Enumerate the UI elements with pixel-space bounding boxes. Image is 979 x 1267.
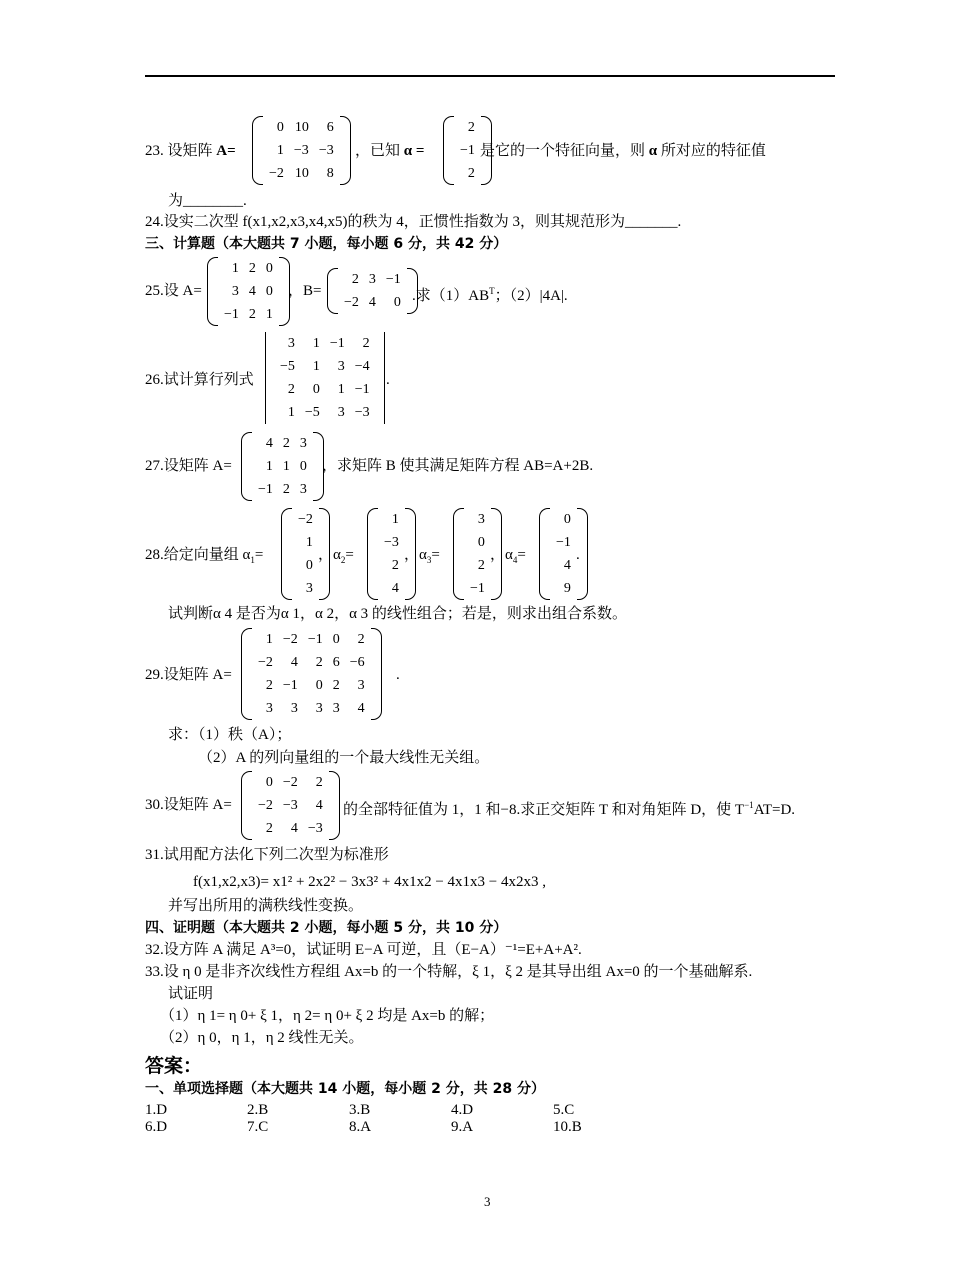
q33-line4: （2）η 0，η 1，η 2 线性无关。 (160, 1030, 364, 1046)
matrix-cell: 4 (265, 436, 273, 451)
matrix-cell: 2 (357, 632, 365, 647)
matrix-row (339, 268, 406, 291)
answer-item: 5.C (553, 1102, 575, 1118)
matrix-cell: 0 (265, 775, 273, 790)
matrix-cell: 3 (299, 482, 307, 497)
q30-pre: 30.设矩阵 A= (145, 797, 232, 813)
q29-line2: （2）A 的列向量组的一个最大线性无关组。 (198, 750, 490, 766)
matrix-row (253, 628, 370, 651)
q32-text: 32.设方阵 A 满足 A³=0，试证明 E−A 可逆，且（E−A）⁻¹=E+A+A². (145, 942, 582, 958)
q28-pre: 28.给定向量组 $\alpha_1=$ (145, 547, 264, 565)
q28-a3: ，$\alpha_3=$ (404, 547, 440, 565)
matrix-cell: 4 (563, 558, 571, 573)
matrix-cell: 4 (357, 701, 365, 716)
matrix-cell: 0 (315, 678, 323, 693)
q29-post: . (396, 667, 400, 683)
q26-determinant (263, 332, 387, 424)
matrix-cell: −2 (344, 295, 359, 310)
matrix-row (293, 554, 318, 577)
matrix-row (293, 531, 318, 554)
q26-pre: 26.试计算行列式 (145, 372, 254, 388)
matrix-cell: 0 (265, 284, 273, 299)
matrix-cell: 3 (357, 678, 365, 693)
matrix-row (379, 554, 404, 577)
matrix-row (264, 116, 339, 139)
matrix-cell: −1 (258, 482, 273, 497)
matrix-row (253, 697, 370, 720)
matrix-cell: −3 (293, 143, 309, 158)
header-rule (145, 75, 835, 77)
q25-mid: ，B= (288, 283, 322, 299)
q28-end: . (576, 547, 580, 563)
matrix-row (551, 508, 576, 531)
answer-table (145, 1102, 655, 1136)
matrix-cell: 3 (337, 359, 345, 374)
matrix-cell: 3 (265, 701, 273, 716)
q23-matrix-a (252, 116, 351, 185)
matrix-cell: −2 (269, 166, 284, 181)
q33-line1: 33.设 η 0 是非齐次线性方程组 Ax=b 的一个特解，ξ 1，ξ 2 是其导出组 Ax=0 的一个基础解系. (145, 964, 753, 980)
answer-title: 答案： (145, 1055, 203, 1077)
q25-matrix-a (207, 257, 290, 326)
answer-row (145, 1102, 655, 1119)
q27-pre: 27.设矩阵 A= (145, 458, 232, 474)
matrix-row (253, 651, 370, 674)
matrix-row (293, 508, 318, 531)
matrix-cell: 1 (305, 535, 313, 550)
matrix-cell: −1 (354, 382, 370, 397)
matrix-row (551, 531, 576, 554)
matrix-cell: −2 (282, 775, 298, 790)
matrix-cell: −2 (282, 632, 298, 647)
matrix-cell: 4 (248, 284, 256, 299)
matrix-cell: −2 (258, 798, 273, 813)
q25-matrix-b (327, 268, 418, 314)
matrix-cell: 0 (393, 295, 401, 310)
matrix-cell: 3 (315, 701, 323, 716)
matrix-row (264, 162, 339, 185)
matrix-cell: 3 (477, 512, 485, 527)
matrix-cell: 2 (477, 558, 485, 573)
matrix-cell: 1 (312, 359, 320, 374)
section-3-heading: 三、计算题（本大题共 7 小题，每小题 6 分，共 42 分） (145, 236, 508, 252)
matrix-cell: 2 (351, 272, 359, 287)
matrix-cell: 3 (368, 272, 376, 287)
matrix-cell: −1 (556, 535, 571, 550)
matrix-row (465, 577, 490, 600)
matrix-cell: 2 (287, 382, 295, 397)
matrix-cell: 2 (467, 120, 475, 135)
q28-a4: ，$\alpha_4=$ (490, 547, 526, 565)
q25-pre: 25.设 A= (145, 283, 202, 299)
q29-line1: 求：（1）秩（A）； (168, 727, 292, 743)
matrix-cell: −1 (329, 336, 345, 351)
q25-post: .求$(1)AB^T$；（2）|4A|. (412, 286, 568, 304)
matrix-cell: 10 (294, 120, 309, 135)
matrix-cell: 2 (391, 558, 399, 573)
q30-matrix-a (241, 771, 340, 840)
matrix-row (253, 674, 370, 697)
matrix-cell: 2 (315, 775, 323, 790)
matrix-cell: 2 (248, 261, 256, 276)
matrix-row (551, 554, 576, 577)
q23-post: 是它的一个特征向量，则 α 所对应的特征值 (480, 143, 766, 159)
matrix-cell: 4 (315, 798, 323, 813)
matrix-cell: 2 (248, 307, 256, 322)
matrix-cell: −3 (354, 405, 370, 420)
answer-item: 3.B (349, 1102, 371, 1118)
matrix-row (465, 554, 490, 577)
matrix-row (253, 817, 328, 840)
matrix-cell: 1 (282, 459, 290, 474)
matrix-cell: 9 (563, 581, 571, 596)
matrix-cell: 0 (477, 535, 485, 550)
page-number: 3 (484, 1194, 491, 1209)
matrix-cell: 3 (231, 284, 239, 299)
matrix-row (275, 355, 375, 378)
matrix-cell: 4 (391, 581, 399, 596)
q28-line2: 试判断α 4 是否为α 1，α 2，α 3 的线性组合；若是，则求出组合系数。 (168, 606, 627, 622)
matrix-cell: −4 (354, 359, 370, 374)
q33-line3: （1）η 1= η 0+ ξ 1，η 2= η 0+ ξ 2 均是 Ax=b 的解； (160, 1008, 495, 1024)
q28-a2: ，$\alpha_2=$ (318, 547, 354, 565)
q24-text: 24.设实二次型 f(x1,x2,x3,x4,x5)的秩为 4，正惯性指数为 3，则其规范形为_______. (145, 214, 682, 230)
matrix-cell: 0 (305, 558, 313, 573)
matrix-cell: −3 (307, 821, 323, 836)
q31-line1: 31.试用配方法化下列二次型为标准形 (145, 847, 389, 863)
matrix-cell: 2 (265, 821, 273, 836)
answer-item: 9.A (451, 1119, 474, 1135)
matrix-row (253, 794, 328, 817)
matrix-cell: −1 (385, 272, 401, 287)
answer-item: 7.C (247, 1119, 269, 1135)
q31-formula: f(x1,x2,x3)= x1² + 2x2² − 3x3² + 4x1x2 − 4x1x3 − 4x2x3 , (193, 874, 546, 890)
q23-text: 23. 设矩阵 A= (145, 143, 236, 159)
matrix-row (455, 162, 480, 185)
q30-post: 的全部特征值为 1，1 和−8.求正交矩阵 T 和对角矩阵 D，使 $T^{-1}AT=D$. (343, 800, 796, 818)
matrix-cell: 1 (312, 336, 320, 351)
q27-matrix-a (241, 432, 324, 501)
matrix-row (219, 280, 278, 303)
matrix-cell: −1 (460, 143, 475, 158)
matrix-cell: 2 (265, 678, 273, 693)
answer-item: 2.B (247, 1102, 269, 1118)
matrix-cell: 4 (290, 655, 298, 670)
q28-vector-4 (539, 508, 588, 600)
matrix-row (551, 577, 576, 600)
matrix-row (253, 771, 328, 794)
matrix-cell: −3 (384, 535, 399, 550)
matrix-cell: 2 (332, 678, 340, 693)
matrix-row (465, 508, 490, 531)
answer-row (145, 1119, 655, 1136)
matrix-cell: 2 (362, 336, 370, 351)
matrix-cell: −1 (307, 632, 323, 647)
matrix-row (379, 508, 404, 531)
matrix-cell: 0 (276, 120, 284, 135)
matrix-cell: −1 (282, 678, 298, 693)
matrix-cell: 1 (391, 512, 399, 527)
matrix-cell: 10 (294, 166, 309, 181)
answer-item: 1.D (145, 1102, 168, 1118)
q23-cont: 为________. (168, 193, 247, 209)
matrix-cell: 1 (276, 143, 284, 158)
answer-section-1: 一、单项选择题（本大题共 14 小题，每小题 2 分，共 28 分） (145, 1081, 545, 1097)
matrix-row (465, 531, 490, 554)
matrix-cell: 2 (467, 166, 475, 181)
matrix-cell: −1 (470, 581, 485, 596)
matrix-row (219, 257, 278, 280)
matrix-row (253, 432, 312, 455)
matrix-cell: 1 (265, 459, 273, 474)
q29-matrix-a (241, 628, 382, 720)
matrix-cell: −2 (298, 512, 313, 527)
matrix-cell: 0 (563, 512, 571, 527)
matrix-cell: −6 (349, 655, 365, 670)
matrix-row (253, 478, 312, 501)
matrix-cell: 3 (290, 701, 298, 716)
matrix-cell: 0 (332, 632, 340, 647)
matrix-cell: 2 (282, 482, 290, 497)
matrix-row (275, 378, 375, 401)
matrix-row (379, 577, 404, 600)
matrix-cell: −5 (304, 405, 320, 420)
answer-item: 4.D (451, 1102, 474, 1118)
matrix-row (293, 577, 318, 600)
matrix-cell: 0 (265, 261, 273, 276)
section-4-heading: 四、证明题（本大题共 2 小题，每小题 5 分，共 10 分） (145, 920, 508, 936)
matrix-cell: 2 (282, 436, 290, 451)
matrix-cell: −1 (224, 307, 239, 322)
matrix-cell: 1 (265, 307, 273, 322)
matrix-row (275, 401, 375, 424)
matrix-cell: 3 (305, 581, 313, 596)
answer-item: 8.A (349, 1119, 372, 1135)
matrix-cell: 3 (332, 701, 340, 716)
matrix-cell: −3 (282, 798, 298, 813)
matrix-cell: 3 (337, 405, 345, 420)
q29-pre: 29.设矩阵 A= (145, 667, 232, 683)
q31-line3: 并写出所用的满秩线性变换。 (168, 898, 364, 914)
matrix-cell: 6 (326, 120, 334, 135)
matrix-cell: −2 (258, 655, 273, 670)
q26-post: . (386, 372, 390, 388)
matrix-row (275, 332, 375, 355)
matrix-row (264, 139, 339, 162)
matrix-row (339, 291, 406, 314)
matrix-cell: 3 (299, 436, 307, 451)
matrix-row (455, 116, 480, 139)
matrix-row (219, 303, 278, 326)
matrix-cell: 1 (337, 382, 345, 397)
q23-mid: ，已知 α = (355, 143, 425, 159)
matrix-cell: 3 (287, 336, 295, 351)
answer-item: 10.B (553, 1119, 582, 1135)
q33-line2: 试证明 (168, 986, 214, 1002)
matrix-cell: 1 (231, 261, 239, 276)
matrix-cell: 1 (265, 632, 273, 647)
matrix-row (455, 139, 480, 162)
answer-item: 6.D (145, 1119, 168, 1135)
matrix-cell: 0 (299, 459, 307, 474)
matrix-cell: 0 (312, 382, 320, 397)
q27-post: ，求矩阵 B 使其满足矩阵方程 AB=A+2B. (322, 458, 594, 474)
matrix-cell: 4 (290, 821, 298, 836)
matrix-cell: 2 (315, 655, 323, 670)
matrix-cell: −5 (280, 359, 295, 374)
matrix-cell: 6 (332, 655, 340, 670)
matrix-row (379, 531, 404, 554)
matrix-cell: 1 (287, 405, 295, 420)
matrix-row (253, 455, 312, 478)
matrix-cell: −3 (318, 143, 334, 158)
matrix-cell: 4 (368, 295, 376, 310)
matrix-cell: 8 (326, 166, 334, 181)
